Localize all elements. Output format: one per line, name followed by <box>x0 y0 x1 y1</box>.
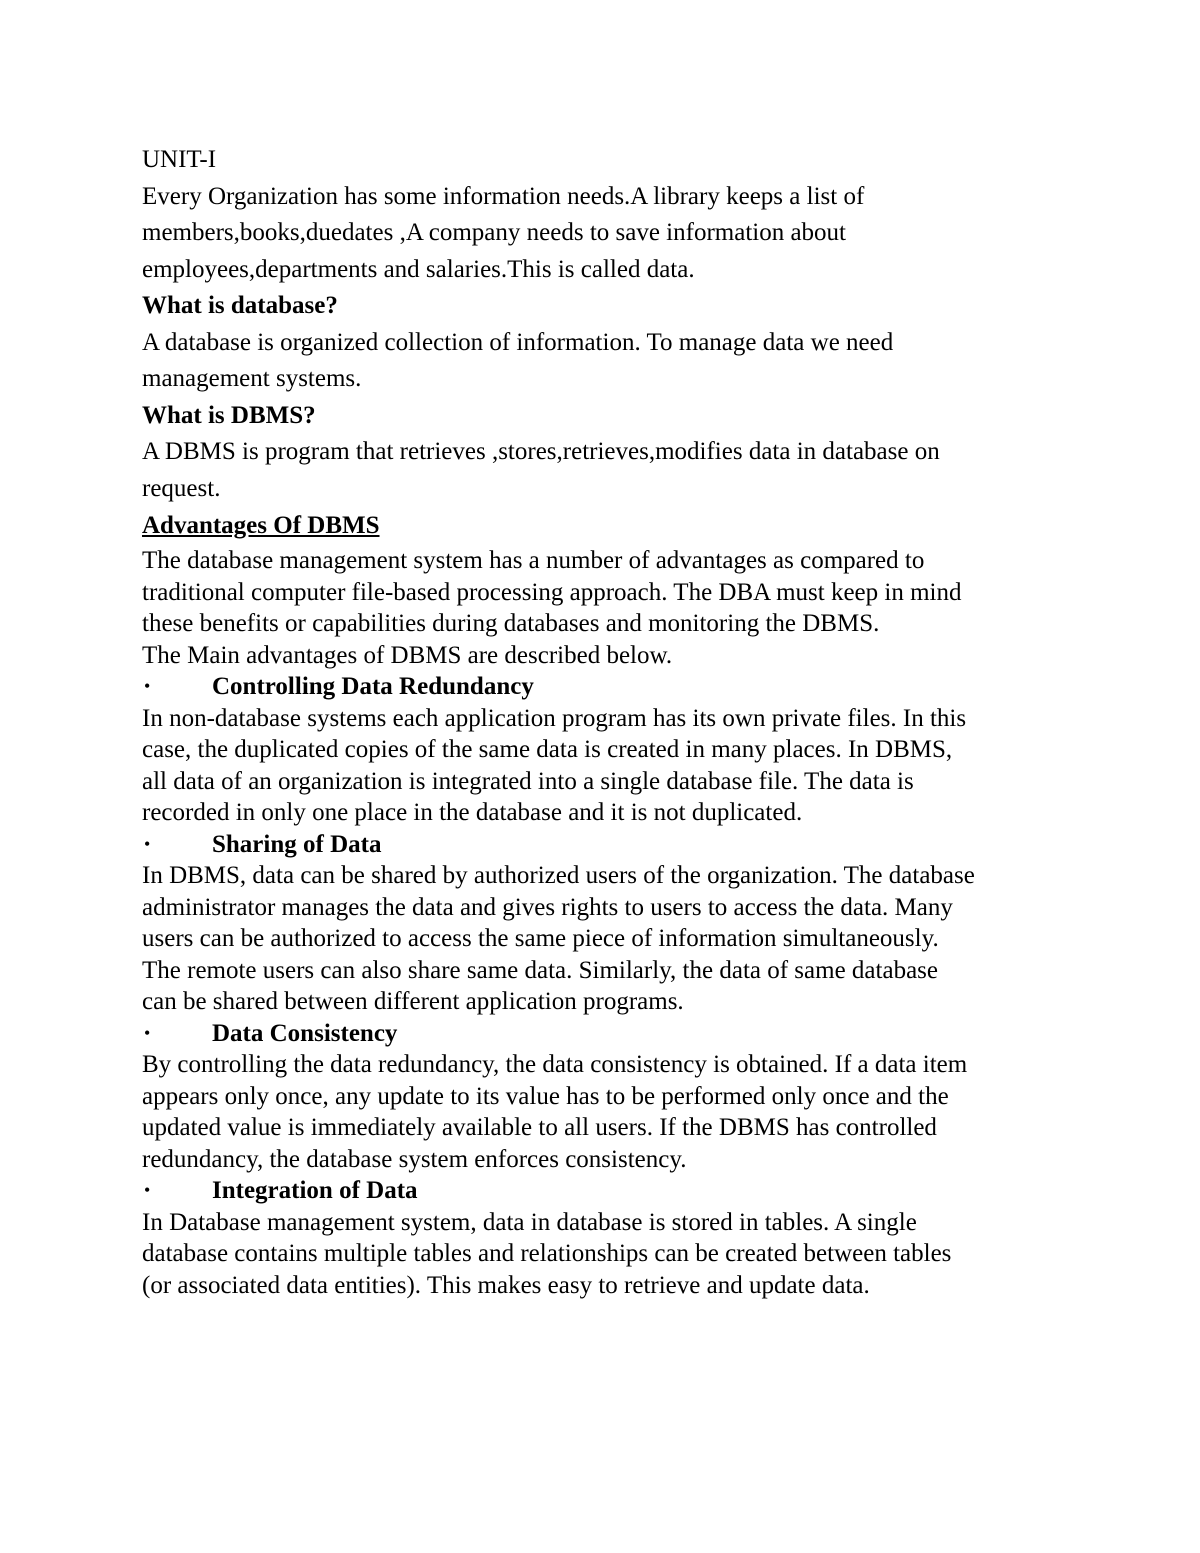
paragraph-line: database contains multiple tables and relationships can be created between tables <box>142 1240 952 1267</box>
paragraph-line: In Database management system, data in database is stored in tables. A single <box>142 1208 917 1236</box>
bullet-title: Controlling Data Redundancy <box>212 673 534 700</box>
paragraph-line: By controlling the data redundancy, the data consistency is obtained. If a data item <box>142 1051 968 1078</box>
bullet-icon: • <box>144 833 151 854</box>
what-is-dbms-heading: What is DBMS? <box>142 401 316 429</box>
advantages-section <box>142 507 1072 1301</box>
intro-line: employees,departments and salaries.This is called data. <box>142 255 695 283</box>
bullet-icon: • <box>144 1022 151 1043</box>
paragraph-line: management systems. <box>142 365 362 392</box>
paragraph-line: these benefits or capabilities during databases and monitoring the DBMS. <box>142 610 880 637</box>
bullet-heading <box>142 1018 1072 1050</box>
paragraph-line: The database management system has a number of advantages as compared to <box>142 547 925 574</box>
intro-line: members,books,duedates ,A company needs to save information about <box>142 219 847 246</box>
paragraph-line: administrator manages the data and gives rights to users to access the data. Many <box>142 893 953 921</box>
paragraph-line: A database is organized collection of information. To manage data we need <box>142 328 894 356</box>
paragraph-line: In non-database systems each application program has its own private files. In this <box>142 704 967 732</box>
bullet-icon: • <box>144 1180 151 1200</box>
paragraph-line: traditional computer file-based processing approach. The DBA must keep in mind <box>142 578 962 606</box>
bullet-icon: • <box>144 676 151 696</box>
paragraph-line: all data of an organization is integrated into a single database file. The data is <box>142 767 914 795</box>
paragraph-line: case, the duplicated copies of the same data is created in many places. In DBMS, <box>142 736 953 763</box>
intro-section <box>142 142 1072 288</box>
paragraph-line: A DBMS is program that retrieves ,stores,retrieves,modifies data in database on <box>142 438 940 465</box>
paragraph-line: (or associated data entities). This makes easy to retrieve and update data. <box>142 1271 870 1299</box>
what-is-database-section <box>142 288 1072 398</box>
bullet-title: Sharing of Data <box>212 830 382 858</box>
paragraph-line: users can be authorized to access the same piece of information simultaneously. <box>142 925 939 952</box>
what-is-database-heading: What is database? <box>142 292 338 319</box>
bullet-title: Data Consistency <box>212 1019 398 1047</box>
what-is-dbms-section <box>142 398 1072 508</box>
paragraph-line: The remote users can also share same data. Similarly, the data of same database <box>142 956 938 984</box>
paragraph-line: appears only once, any update to its value has to be performed only once and the <box>142 1082 949 1110</box>
bullet-title: Integration of Data <box>212 1177 418 1204</box>
unit-title: UNIT-I <box>142 146 217 173</box>
paragraph-line: The Main advantages of DBMS are described below. <box>142 641 673 669</box>
document-body <box>142 142 1072 1301</box>
paragraph-line: recorded in only one place in the database and it is not duplicated. <box>142 799 803 826</box>
intro-line: Every Organization has some information needs.A library keeps a list of <box>142 182 865 210</box>
advantages-heading: Advantages Of DBMS <box>142 512 380 539</box>
paragraph-line: can be shared between different application programs. <box>142 988 684 1015</box>
paragraph-line: updated value is immediately available to all users. If the DBMS has controlled <box>142 1114 937 1141</box>
paragraph-line: redundancy, the database system enforces consistency. <box>142 1145 687 1173</box>
bullet-heading <box>142 671 1072 703</box>
paragraph-line: In DBMS, data can be shared by authorized users of the organization. The database <box>142 862 975 889</box>
bullet-heading <box>142 1175 1072 1207</box>
bullet-heading <box>142 829 1072 861</box>
paragraph-line: request. <box>142 474 221 502</box>
